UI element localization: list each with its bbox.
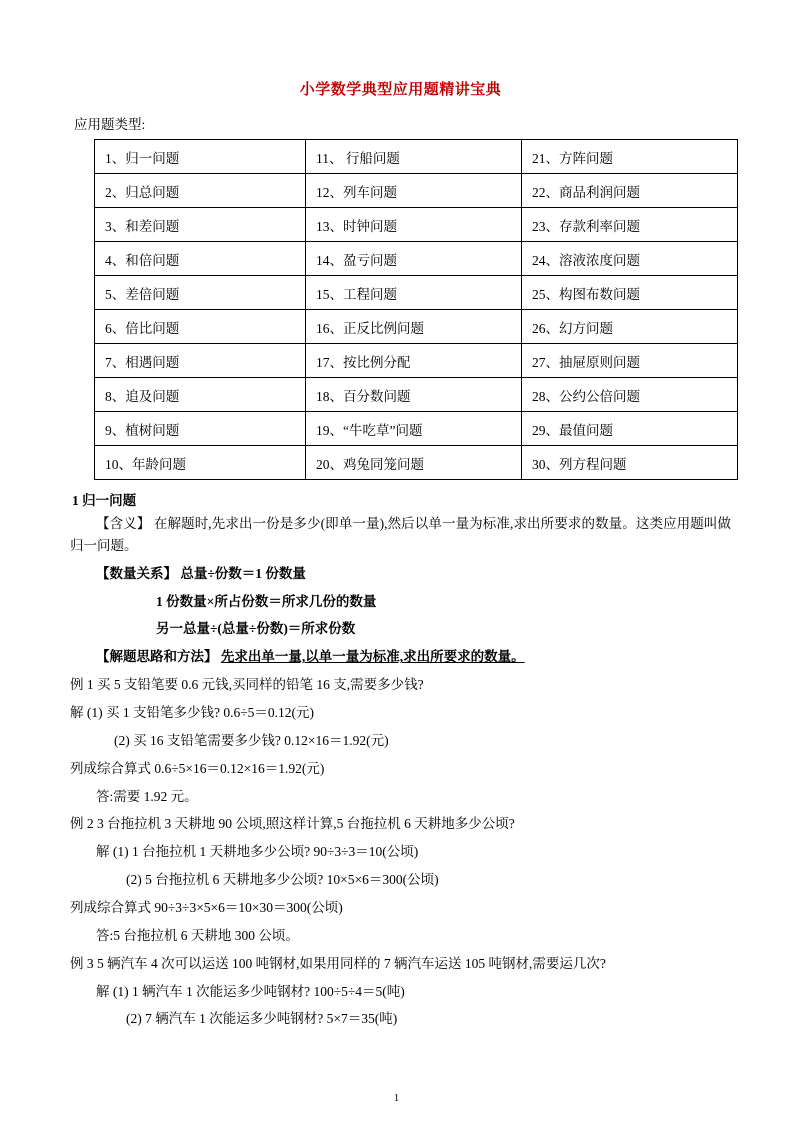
meaning-paragraph: 【含义】 在解题时,先求出一份是多少(即单一量),然后以单一量为标准,求出所要求的数量。这类应用题叫做归一问题。 xyxy=(70,516,731,553)
quantity-relation-line-1: 【数量关系】 总量÷份数＝1 份数量 xyxy=(96,565,306,581)
page-title: 小学数学典型应用题精讲宝典 xyxy=(299,82,502,98)
table-row xyxy=(95,310,738,344)
type-cell: 17、按比例分配 xyxy=(306,344,522,378)
type-cell: 2、归总问题 xyxy=(95,174,306,208)
example-3-step-2: (2) 7 辆汽车 1 次能运多少吨钢材? 5×7＝35(吨) xyxy=(126,1011,398,1027)
example-2-step-1: 解 (1) 1 台拖拉机 1 天耕地多少公顷? 90÷3÷3＝10(公顷) xyxy=(96,844,419,860)
type-cell: 4、和倍问题 xyxy=(95,242,306,276)
type-cell: 13、时钟问题 xyxy=(306,208,522,242)
type-cell: 30、列方程问题 xyxy=(522,446,738,480)
type-cell: 8、追及问题 xyxy=(95,378,306,412)
example-3-step-1: 解 (1) 1 辆汽车 1 次能运多少吨钢材? 100÷5÷4＝5(吨) xyxy=(96,983,405,999)
table-row xyxy=(95,446,738,480)
table-row xyxy=(95,242,738,276)
example-1-answer: 答:需要 1.92 元。 xyxy=(96,788,198,804)
example-2-question: 例 2 3 台拖拉机 3 天耕地 90 公顷,照这样计算,5 台拖拉机 6 天耕地多少公顷? xyxy=(70,816,515,832)
table-row xyxy=(95,208,738,242)
type-cell: 3、和差问题 xyxy=(95,208,306,242)
type-cell: 12、列车问题 xyxy=(306,174,522,208)
type-cell: 5、差倍问题 xyxy=(95,276,306,310)
type-cell: 23、存款利率问题 xyxy=(522,208,738,242)
type-cell: 9、植树问题 xyxy=(95,412,306,446)
type-cell: 19、“牛吃草”问题 xyxy=(306,412,522,446)
table-row xyxy=(95,276,738,310)
table-row xyxy=(95,412,738,446)
type-cell: 1、归一问题 xyxy=(95,140,306,174)
type-cell: 14、盈亏问题 xyxy=(306,242,522,276)
quantity-relation-line-2: 1 份数量×所占份数＝所求几份的数量 xyxy=(156,593,377,609)
type-cell: 6、倍比问题 xyxy=(95,310,306,344)
type-cell: 26、幻方问题 xyxy=(522,310,738,344)
lead-text: 应用题类型: xyxy=(74,117,146,132)
example-1-step-1: 解 (1) 买 1 支铅笔多少钱? 0.6÷5＝0.12(元) xyxy=(70,705,315,721)
method-label: 【解题思路和方法】 xyxy=(96,649,218,665)
example-3-question: 例 3 5 辆汽车 4 次可以运送 100 吨钢材,如果用同样的 7 辆汽车运送 105 吨钢材,需要运几次? xyxy=(70,955,606,971)
section-heading: 1 归一问题 xyxy=(72,493,137,508)
type-cell: 18、百分数问题 xyxy=(306,378,522,412)
type-cell: 15、工程问题 xyxy=(306,276,522,310)
type-cell: 10、年龄问题 xyxy=(95,446,306,480)
type-cell: 29、最值问题 xyxy=(522,412,738,446)
page-number: 1 xyxy=(393,1092,400,1104)
example-1-combined: 列成综合算式 0.6÷5×16＝0.12×16＝1.92(元) xyxy=(70,760,325,776)
quantity-relation-line-3: 另一总量÷(总量÷份数)＝所求份数 xyxy=(156,621,356,637)
method-text: 先求出单一量,以单一量为标准,求出所要求的数量。 xyxy=(220,649,525,665)
type-cell: 28、公约公倍问题 xyxy=(522,378,738,412)
type-cell: 21、方阵问题 xyxy=(522,140,738,174)
table-row xyxy=(95,140,738,174)
type-cell: 20、鸡兔同笼问题 xyxy=(306,446,522,480)
example-2-step-2: (2) 5 台拖拉机 6 天耕地多少公顷? 10×5×6＝300(公顷) xyxy=(126,872,439,888)
type-cell: 22、商品利润问题 xyxy=(522,174,738,208)
type-cell: 27、抽屉原则问题 xyxy=(522,344,738,378)
table-row xyxy=(95,174,738,208)
table-row xyxy=(95,378,738,412)
type-cell: 25、构图布数问题 xyxy=(522,276,738,310)
method-paragraph xyxy=(70,646,731,668)
type-cell: 11、 行船问题 xyxy=(306,140,522,174)
problem-types-table xyxy=(94,139,738,480)
example-1-step-2: (2) 买 16 支铅笔需要多少钱? 0.12×16＝1.92(元) xyxy=(114,732,389,748)
type-cell: 7、相遇问题 xyxy=(95,344,306,378)
type-cell: 24、溶液浓度问题 xyxy=(522,242,738,276)
table-row xyxy=(95,344,738,378)
example-1-question: 例 1 买 5 支铅笔要 0.6 元钱,买同样的铅笔 16 支,需要多少钱? xyxy=(70,677,424,693)
type-cell: 16、正反比例问题 xyxy=(306,310,522,344)
example-2-combined: 列成综合算式 90÷3÷3×5×6＝10×30＝300(公顷) xyxy=(70,900,343,916)
example-2-answer: 答:5 台拖拉机 6 天耕地 300 公顷。 xyxy=(96,927,299,943)
